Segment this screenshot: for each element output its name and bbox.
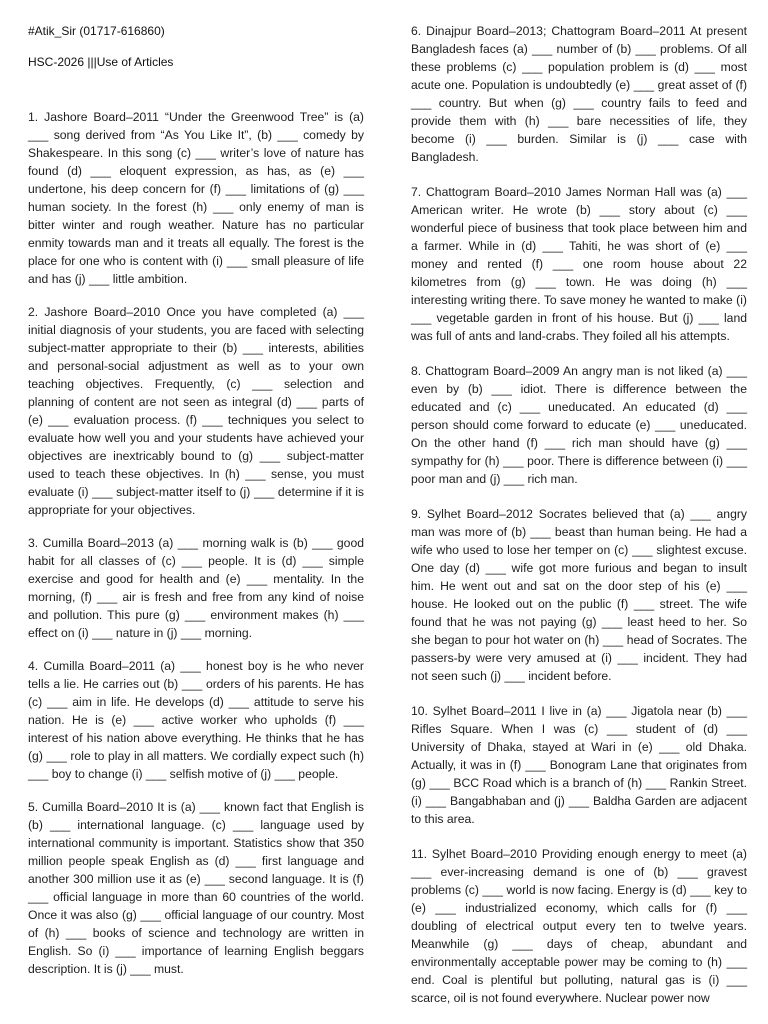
passage-10: 10. Sylhet Board–2011 I live in (a) ___ Jigatola near (b) ___ Rifles Square. When I was (c) ___ student of (d) ___ University of Dhaka, stayed at Wari in (e) ___ old Dhaka. Actually, it was in (f) ___ Bonogram Lane that originates from (g) ___ BCC Road which is a branch of (h) ___ Rankin Street. (i) ___ Bangabhaban and (j) ___ Baldha Garden are adjacent to this area. xyxy=(411,704,747,826)
passage-5: 5. Cumilla Board–2010 It is (a) ___ known fact that English is (b) ___ international language. (c) ___ language used by international community is important. Statistics show that 350 million people speak English as (d) ___ first language and another 300 million use it as (e) ___ second language. It is (f) ___ official language in more than 60 countries of the world. Once it was also (g) ___ official language of our country. Most of (h) ___ books of science and technology are written in English. So (i) ___ importance of learning English beggars description. It is (j) ___ must. xyxy=(28,800,364,976)
passage-7: 7. Chattogram Board–2010 James Norman Hall was (a) ___ American writer. He wrote (b) ___ story about (c) ___ wonderful piece of business that took place between him and a farmer. While in (d) ___ Tahiti, he was short of (e) ___ money and rented (f) ___ one room house about 22 kilometres from (g) ___ town. He was doing (h) ___ interesting writing there. To save money he wanted to make (i) ___ vegetable garden in front of his house. But (j) ___ land was full of ants and land-crabs. They foiled all his attempts. xyxy=(411,185,747,343)
passage-11: 11. Sylhet Board–2010 Providing enough energy to meet (a) ___ ever-increasing demand is one of (b) ___ gravest problems (c) ___ world is now facing. Energy is (d) ___ key to (e) ___ industrialized economy, which calls for (f) ___ doubling of electrical output every ten to twelve years. Meanwhile (g) ___ days of cheap, abundant and environmentally acceptable power may be coming to (h) ___ end. Coal is plentiful but polluting, natural gas is (i) ___ scarce, oil is not found everywhere. Nuclear power now xyxy=(411,847,747,1005)
right-column xyxy=(411,22,747,1024)
author-line: #Atik_Sir (01717-616860) xyxy=(28,24,165,38)
passage-3: 3. Cumilla Board–2013 (a) ___ morning walk is (b) ___ good habit for all classes of (c) ___ people. It is (d) ___ simple exercise and good for health and (e) ___ mentality. In the morning, (f) ___ air is fresh and free from any kind of noise and pollution. This pure (g) ___ environment makes (h) ___ effect on (i) ___ nature in (j) ___ morning. xyxy=(28,536,364,640)
passage-2: 2. Jashore Board–2010 Once you have completed (a) ___ initial diagnosis of your students, you are faced with selecting subject-matter appropriate to their (b) ___ interests, abilities and personal-social adjustment as well as to your own teaching objectives. Frequently, (c) ___ selection and planning of content are not seen as integral (d) ___ parts of (e) ___ evaluation process. (f) ___ techniques you select to evaluate how well you and your students have achieved your objectives are inextricably bound to (g) ___ subject-matter used to teach these objectives. In (h) ___ sense, you must evaluate (i) ___ subject-matter itself to (j) ___ determine if it is appropriate for your objectives. xyxy=(28,305,364,517)
passage-8: 8. Chattogram Board–2009 An angry man is not liked (a) ___ even by (b) ___ idiot. There is difference between the educated and (c) ___ uneducated. An educated (d) ___ person should come forward to educate (e) ___ uneducated. On the other hand (f) ___ rich man should have (g) ___ sympathy for (h) ___ poor. There is difference between (i) ___ poor man and (j) ___ rich man. xyxy=(411,364,747,486)
passage-4: 4. Cumilla Board–2011 (a) ___ honest boy is he who never tells a lie. He carries out (b) ___ orders of his parents. He has (c) ___ aim in life. He develops (d) ___ attitude to serve his nation. He is (e) ___ active worker who upholds (f) ___ interest of his nation above everything. He thinks that he has (g) ___ role to play in all matters. We cordially expect such (h) ___ boy to change (i) ___ selfish motive of (j) ___ people. xyxy=(28,659,364,781)
document-subtitle: HSC-2026 |||Use of Articles xyxy=(28,55,174,69)
left-column xyxy=(28,22,364,993)
passage-1: 1. Jashore Board–2011 “Under the Greenwood Tree” is (a) ___ song derived from “As You Like It”, (b) ___ comedy by Shakespeare. In this song (c) ___ writer’s love of nature has found (d) ___ eloquent expression, as has, as (e) ___ undertone, his deep concern for (f) ___ limitations of (g) ___ human society. In the forest (h) ___ only enemy of man is bitter winter and rough weather. Nature has no particular enmity towards man and it treats all equally. The forest is the place for one who is content with (i) ___ small pleasure of life and has (j) ___ little ambition. xyxy=(28,110,364,286)
passage-9: 9. Sylhet Board–2012 Socrates believed that (a) ___ angry man was more of (b) ___ beast than human being. He had a wife who used to lose her temper on (c) ___ slightest excuse. One day (d) ___ wife got more furious and began to insult him. He went out and sat on the door step of his (e) ___ house. He looked out on the public (f) ___ street. The wife found that he was not paying (g) ___ least heed to her. So she began to pour hot water on (h) ___ head of Socrates. The passers-by were very amused at (i) ___ incident. They had not seen such (j) ___ incident before. xyxy=(411,507,747,683)
passage-6: 6. Dinajpur Board–2013; Chattogram Board–2011 At present Bangladesh faces (a) ___ number of (b) ___ problems. Of all these problems (c) ___ population problem is (d) ___ most acute one. Population is undoubtedly (e) ___ great asset of (f) ___ country. But when (g) ___ country fails to feed and provide them with (h) ___ bare necessities of life, they become (i) ___ burden. Similar is (j) ___ case with Bangladesh. xyxy=(411,24,747,164)
